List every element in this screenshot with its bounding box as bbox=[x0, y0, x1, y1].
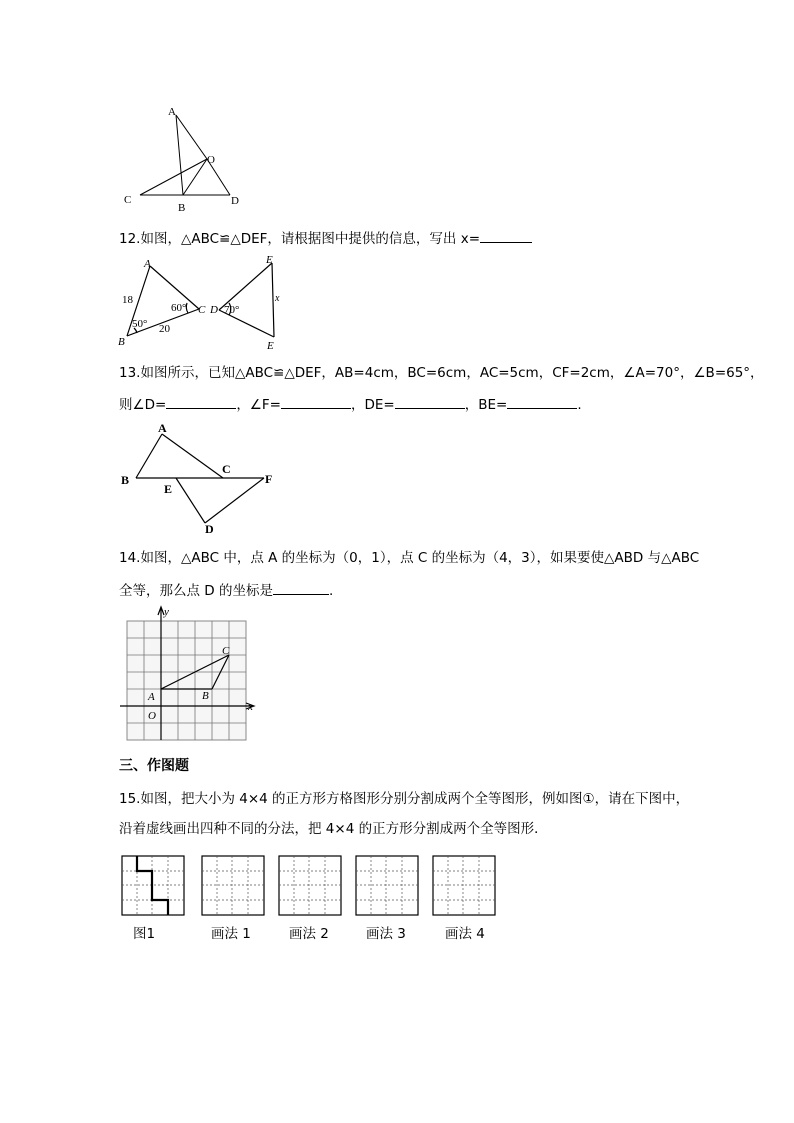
q15-line2: 沿着虚线画出四种不同的分法，把 4×4 的正方形分割成两个全等图形． bbox=[119, 821, 548, 837]
fig14-label-a: A bbox=[148, 691, 155, 703]
fig13-label-f: F bbox=[265, 472, 273, 486]
caption-method-2: 画法 2 bbox=[289, 926, 329, 942]
section-heading: 三、作图题 bbox=[119, 758, 189, 774]
fig14-label-y: y bbox=[164, 606, 169, 618]
fig12-side-ab: 18 bbox=[122, 294, 133, 306]
grid-example-figure bbox=[121, 855, 185, 919]
fig12-label-e-bottom: E bbox=[267, 340, 274, 352]
fig-triangles-abc-def-line bbox=[118, 420, 288, 535]
grid-method-3[interactable] bbox=[355, 855, 419, 919]
q12-text bbox=[119, 229, 532, 248]
fig-coordinate-grid bbox=[115, 604, 260, 749]
fig-congruent-triangles-abc-def bbox=[112, 253, 292, 353]
q13-sep-be: ，BE= bbox=[464, 397, 508, 413]
q14-prefix: 全等，那么点 D 的坐标是 bbox=[119, 583, 273, 599]
fig12-label-b: B bbox=[118, 336, 125, 348]
q13-sep-de: ，DE= bbox=[351, 397, 395, 413]
fig12-label-a: A bbox=[144, 258, 151, 270]
fig-triangles-aocbd bbox=[110, 100, 260, 215]
label-a: A bbox=[168, 106, 176, 118]
caption-method-1: 画法 1 bbox=[211, 926, 251, 942]
q13-sep-f: ，∠F= bbox=[236, 397, 281, 413]
q12-question: 12.如图，△ABC≌△DEF，请根据图中提供的信息，写出 x= bbox=[119, 231, 481, 247]
q13-blank-f[interactable] bbox=[281, 395, 351, 409]
label-o: O bbox=[207, 154, 215, 166]
fig14-label-b: B bbox=[202, 690, 209, 702]
fig12-angle-c: 60° bbox=[171, 302, 187, 314]
q12-blank[interactable] bbox=[480, 229, 532, 243]
q13-blank-be[interactable] bbox=[507, 395, 577, 409]
label-d: D bbox=[231, 195, 239, 207]
caption-method-4: 画法 4 bbox=[445, 926, 485, 942]
fig13-label-c: C bbox=[222, 462, 231, 476]
fig13-label-d: D bbox=[205, 522, 214, 535]
q13-end: . bbox=[577, 397, 582, 413]
fig12-angle-d: 70° bbox=[224, 304, 240, 316]
q14-line2 bbox=[119, 581, 333, 600]
fig12-label-d: D bbox=[210, 304, 218, 316]
grid-method-4[interactable] bbox=[432, 855, 496, 919]
fig13-label-e: E bbox=[164, 482, 173, 496]
fig13-label-a: A bbox=[158, 421, 167, 435]
q13-blank-de[interactable] bbox=[395, 395, 465, 409]
q14-line1: 14.如图，△ABC 中，点 A 的坐标为（0，1），点 C 的坐标为（4，3），如果要使△ABD 与△ABC bbox=[119, 550, 700, 566]
caption-method-3: 画法 3 bbox=[366, 926, 406, 942]
grid-method-2[interactable] bbox=[278, 855, 342, 919]
fig12-label-e-top: E bbox=[266, 254, 273, 266]
fig13-label-b: B bbox=[121, 473, 130, 487]
fig12-label-c: C bbox=[198, 304, 206, 316]
q13-blank-d[interactable] bbox=[166, 395, 236, 409]
q13-line1: 13.如图所示，已知△ABC≌△DEF，AB=4cm，BC=6cm，AC=5cm，CF=2cm，∠A=70°，∠B=65°， bbox=[119, 365, 764, 381]
q15-line1: 15.如图，把大小为 4×4 的正方形方格图形分别分割成两个全等图形，例如图①，请在下图中， bbox=[119, 791, 690, 807]
fig14-label-o: O bbox=[148, 710, 156, 722]
q14-end: . bbox=[328, 583, 334, 599]
fig14-label-c: C bbox=[222, 645, 230, 657]
label-b: B bbox=[178, 202, 186, 214]
caption-figure-1: 图1 bbox=[133, 926, 156, 942]
fig12-angle-b: 50° bbox=[132, 318, 148, 330]
fig12-side-x: x bbox=[275, 293, 280, 304]
q13-prefix: 则∠D= bbox=[119, 397, 167, 413]
label-c: C bbox=[124, 194, 132, 206]
fig12-side-bc: 20 bbox=[159, 323, 170, 335]
grid-method-1[interactable] bbox=[201, 855, 265, 919]
q13-line2 bbox=[119, 395, 582, 414]
q14-blank[interactable] bbox=[273, 581, 329, 595]
fig14-label-x: x bbox=[248, 701, 253, 713]
